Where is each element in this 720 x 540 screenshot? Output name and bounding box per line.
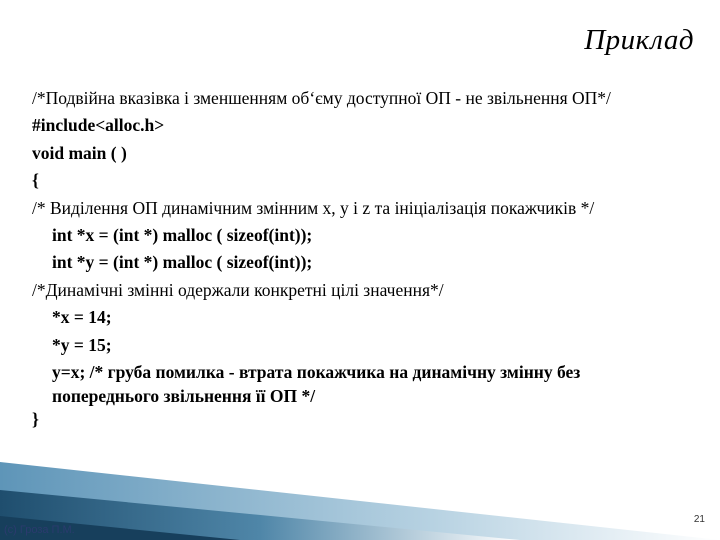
code-line-pointer-error-cont: попереднього звільнення її ОП */ [52,386,316,407]
code-line-malloc-x: int *x = (int *) malloc ( sizeof(int)); [52,225,313,246]
comment-line-allocation: /* Виділення ОП динамічним змінним x, y і z та ініціалізація покажчиків */ [32,197,595,218]
code-line-include: #include<alloc.h> [32,115,165,136]
code-line-malloc-y: int *y = (int *) malloc ( sizeof(int)); [52,252,313,273]
slide-title: Приклад [584,24,694,56]
page-number: 21 [693,514,705,525]
footer-decoration [0,450,720,540]
code-line-close-brace: } [32,409,39,430]
code-line-main: void main ( ) [32,142,127,163]
code-line-assign-x: *x = 14; [52,307,112,328]
code-line-assign-y: *y = 15; [52,334,112,355]
code-line-open-brace: { [32,170,39,191]
comment-line-values: /*Динамічні змінні одержали конкретні цілі значення*/ [32,279,444,300]
author-credit: (c) Гроза П.М. [4,524,75,536]
comment-line-header: /*Подвійна вказівка і зменшенням об‘єму доступної ОП - не звільнення ОП*/ [32,88,611,108]
code-line-pointer-error: y=x; /* груба помилка - втрата покажчика на динамічну змінну без [52,362,581,383]
code-listing [32,85,702,434]
